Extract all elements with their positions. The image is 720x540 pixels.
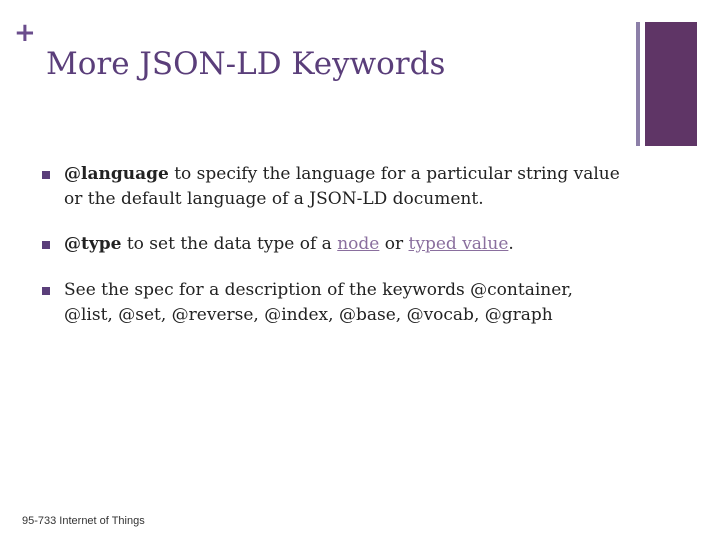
node-link[interactable]: node	[337, 234, 380, 254]
keyword-language: @language	[64, 164, 169, 184]
slide-title: More JSON-LD Keywords	[46, 46, 446, 82]
plus-icon: +	[14, 18, 36, 48]
square-bullet-icon	[42, 171, 50, 179]
bullet-text: to set the data type of a	[121, 234, 338, 254]
typed-value-link[interactable]: typed value	[408, 234, 509, 254]
keyword-type: @type	[64, 234, 122, 254]
bullet-item-language	[42, 162, 622, 212]
bullet-text: .	[508, 234, 514, 254]
bullet-list	[42, 162, 622, 328]
footer-text: 95-733 Internet of Things	[22, 515, 145, 527]
bullet-item-type	[42, 232, 622, 257]
square-bullet-icon	[42, 287, 50, 295]
accent-bar-thin	[636, 22, 640, 146]
bullet-text: or	[379, 234, 409, 254]
bullet-text: See the spec for a description of the keywords @container, @list, @set, @reverse, @index, @base, @vocab, @graph	[64, 280, 573, 325]
accent-bar-thick	[645, 22, 697, 146]
square-bullet-icon	[42, 241, 50, 249]
bullet-item-spec	[42, 278, 622, 328]
bullet-text: to specify the language for a particular string value or the default language of a JSON-LD document.	[64, 164, 620, 209]
